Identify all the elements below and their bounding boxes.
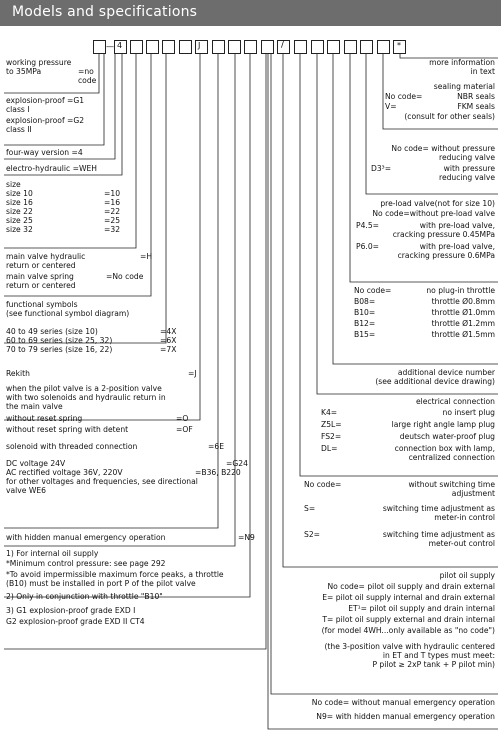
code-box: / [277, 40, 290, 54]
switching-time-label: meter-out control [428, 539, 495, 548]
size-label: size 22 [6, 207, 33, 216]
electrical-code: Z5L= [321, 420, 342, 429]
throttle-label: throttle Ø1.2mm [431, 319, 495, 328]
throttle-code: B08= [354, 297, 376, 306]
pilot-oil-option: No code= pilot oil supply and drain external [327, 582, 495, 591]
code-star: * [397, 41, 401, 50]
series-code: =4X [160, 327, 177, 336]
working-pressure-code: code [78, 76, 97, 85]
preload-label: cracking pressure 0.6MPa [397, 251, 495, 260]
functional-symbols-label: functional symbols [6, 300, 78, 309]
series-label: 70 to 79 series (size 16, 22) [6, 345, 113, 354]
manual-override-code: =N9 [238, 533, 255, 542]
more-info-label: more information [429, 58, 495, 67]
code-four: 4 [117, 41, 123, 50]
switching-time-label: without switching time [408, 480, 495, 489]
throttle-label: throttle Ø1.5mm [431, 330, 495, 339]
throttle-code: No code= [354, 286, 392, 295]
preload-code: P4.5= [356, 221, 380, 230]
preload-label: with pre-load valve, [419, 221, 495, 230]
seal-value: FKM seals [457, 102, 495, 111]
pressure-reducing-label: No code= without pressure [391, 144, 495, 153]
four-way-label: four-way version =4 [6, 148, 83, 157]
pilot-oil-option: E= pilot oil supply internal and drain external [322, 593, 495, 602]
pressure-reducing-label: with pressure [443, 164, 495, 173]
size-code: =22 [104, 207, 121, 216]
functional-symbols-label: (see functional symbol diagram) [6, 309, 130, 318]
manual-operation-option: No code= without manual emergency operation [311, 698, 495, 707]
pilot-oil-note: P pilot ≥ 2xP tank + P pilot min) [372, 660, 495, 669]
main-valve-label: main valve hydraulic [6, 252, 86, 261]
rekith-label: Rekith [6, 369, 30, 378]
size-code: =16 [104, 198, 121, 207]
pressure-reducing-code: D3³= [371, 164, 392, 173]
size-label: size [6, 180, 21, 189]
electro-hydraulic-label: electro-hydraulic =WEH [6, 164, 97, 173]
pilot-valve-label: with two solenoids and hydraulic return in [6, 393, 166, 402]
pressure-reducing-label: reducing valve [438, 153, 495, 162]
size-code: =32 [104, 225, 121, 234]
footnote: *To avoid impermissible maximum force peaks, a throttle [6, 570, 224, 579]
pilot-oil-title: pilot oil supply [439, 571, 495, 580]
size-code: =10 [104, 189, 121, 198]
code-minus: — [106, 42, 114, 51]
working-pressure-label: working pressure [6, 58, 72, 67]
throttle-code: B15= [354, 330, 376, 339]
pilot-oil-option: T= pilot oil supply external and drain internal [322, 615, 495, 624]
explosion-proof-label: explosion-proof =G2 [6, 116, 85, 125]
switching-time-code: S2= [304, 530, 321, 539]
preload-label: cracking pressure 0.45MPa [392, 230, 495, 239]
preload-label: with pre-load valve, [419, 242, 495, 251]
throttle-code: B10= [354, 308, 376, 317]
main-valve-label: return or centered [6, 281, 76, 290]
throttle-code: B12= [354, 319, 376, 328]
electrical-code: DL= [321, 444, 338, 453]
code-j: J [198, 41, 201, 50]
switching-time-label: switching time adjustment as [382, 504, 495, 513]
pressure-reducing-label: reducing valve [438, 173, 495, 182]
pilot-valve-label: without reset spring with detent [6, 425, 129, 434]
size-label: size 32 [6, 225, 33, 234]
seal-code: V= [385, 102, 397, 111]
pilot-oil-option: ET¹= pilot oil supply and drain internal [348, 604, 495, 613]
section-title: Models and specifications [12, 4, 198, 20]
electrical-label: centralized connection [408, 453, 495, 462]
footnote: (B10) must be installed in port P of the pilot valve [6, 579, 196, 588]
manual-override-label: with hidden manual emergency operation [6, 533, 166, 542]
explosion-proof-label: class II [6, 125, 32, 134]
preload-title: pre-load valve(not for size 10) [380, 199, 495, 208]
electrical-label: connection box with lamp, [394, 444, 495, 453]
electrical-label: large right angle lamp plug [391, 420, 495, 429]
explosion-proof-label: explosion-proof =G1 [6, 96, 85, 105]
pilot-oil-note: (for model 4WH...only available as "no code") [321, 626, 495, 635]
main-valve-label: main valve spring [6, 272, 74, 281]
size-code: =25 [104, 216, 121, 225]
throttle-label: throttle Ø1.0mm [431, 308, 495, 317]
voltage-label: AC rectified voltage 36V, 220V [6, 468, 123, 477]
series-code: =7X [160, 345, 177, 354]
series-label: 60 to 69 series (size 25, 32) [6, 336, 113, 345]
seal-code: No code= [385, 92, 423, 101]
footnote: 3) G1 explosion-proof grade EXD I [6, 606, 136, 615]
size-label: size 16 [6, 198, 33, 207]
footnote: 2) Only in conjunction with throttle "B10" [6, 592, 163, 601]
switching-time-code: S= [304, 504, 316, 513]
voltage-code: =B36, B220 [195, 468, 241, 477]
electrical-code: FS2= [321, 432, 342, 441]
explosion-proof-label: class I [6, 105, 30, 114]
pilot-valve-code: =O [176, 414, 189, 423]
size-label: size 25 [6, 216, 33, 225]
voltage-label: for other voltages and frequencies, see directional [6, 477, 198, 486]
switching-time-label: adjustment [451, 489, 495, 498]
size-label: size 10 [6, 189, 33, 198]
electrical-title: electrical connection [415, 397, 495, 406]
electrical-label: no insert plug [442, 408, 495, 417]
seal-value: NBR seals [457, 92, 495, 101]
footnote: G2 explosion-proof grade EXD II CT4 [6, 617, 145, 626]
solenoid-label: solenoid with threaded connection [6, 442, 138, 451]
switching-time-label: meter-in control [434, 513, 495, 522]
working-pressure-label: to 35MPa [6, 67, 42, 76]
pilot-valve-code: =OF [176, 425, 193, 434]
pilot-valve-label: the main valve [6, 402, 63, 411]
throttle-label: throttle Ø0.8mm [431, 297, 495, 306]
throttle-label: no plug-in throttle [426, 286, 495, 295]
footnote: *Minimum control pressure: see page 292 [6, 559, 166, 568]
pilot-oil-note: (the 3-position valve with hydraulic centered [324, 642, 495, 651]
switching-time-code: No code= [304, 480, 342, 489]
switching-time-label: switching time adjustment as [382, 530, 495, 539]
manual-operation-option: N9= with hidden manual emergency operation [316, 712, 495, 721]
rekith-code: =J [188, 369, 197, 378]
pilot-oil-note: in ET and T types must meet: [382, 651, 495, 660]
voltage-label: DC voltage 24V [6, 459, 66, 468]
solenoid-code: =6E [208, 442, 224, 451]
electrical-label: deutsch water-proof plug [399, 432, 495, 441]
more-info-label: in text [470, 67, 495, 76]
voltage-label: valve WE6 [6, 486, 46, 495]
preload-code: P6.0= [356, 242, 380, 251]
voltage-code: =G24 [226, 459, 248, 468]
footnote: 1) For internal oil supply [6, 549, 99, 558]
additional-device-label: additional device number [397, 368, 495, 377]
series-label: 40 to 49 series (size 10) [6, 327, 98, 336]
pilot-valve-label: when the pilot valve is a 2-position valve [6, 384, 162, 393]
working-pressure-code: =no [78, 67, 94, 76]
series-code: =6X [160, 336, 177, 345]
main-valve-label: return or centered [6, 261, 76, 270]
additional-device-label: (see additional device drawing) [375, 377, 495, 386]
electrical-code: K4= [321, 408, 338, 417]
pilot-valve-label: without reset spring [6, 414, 83, 423]
seal-note: (consult for other seals) [404, 112, 495, 121]
seal-title: sealing material [433, 82, 495, 91]
preload-label: No code=without pre-load valve [372, 209, 495, 218]
main-valve-code: =H [140, 252, 153, 261]
main-valve-code: =No code [106, 272, 144, 281]
